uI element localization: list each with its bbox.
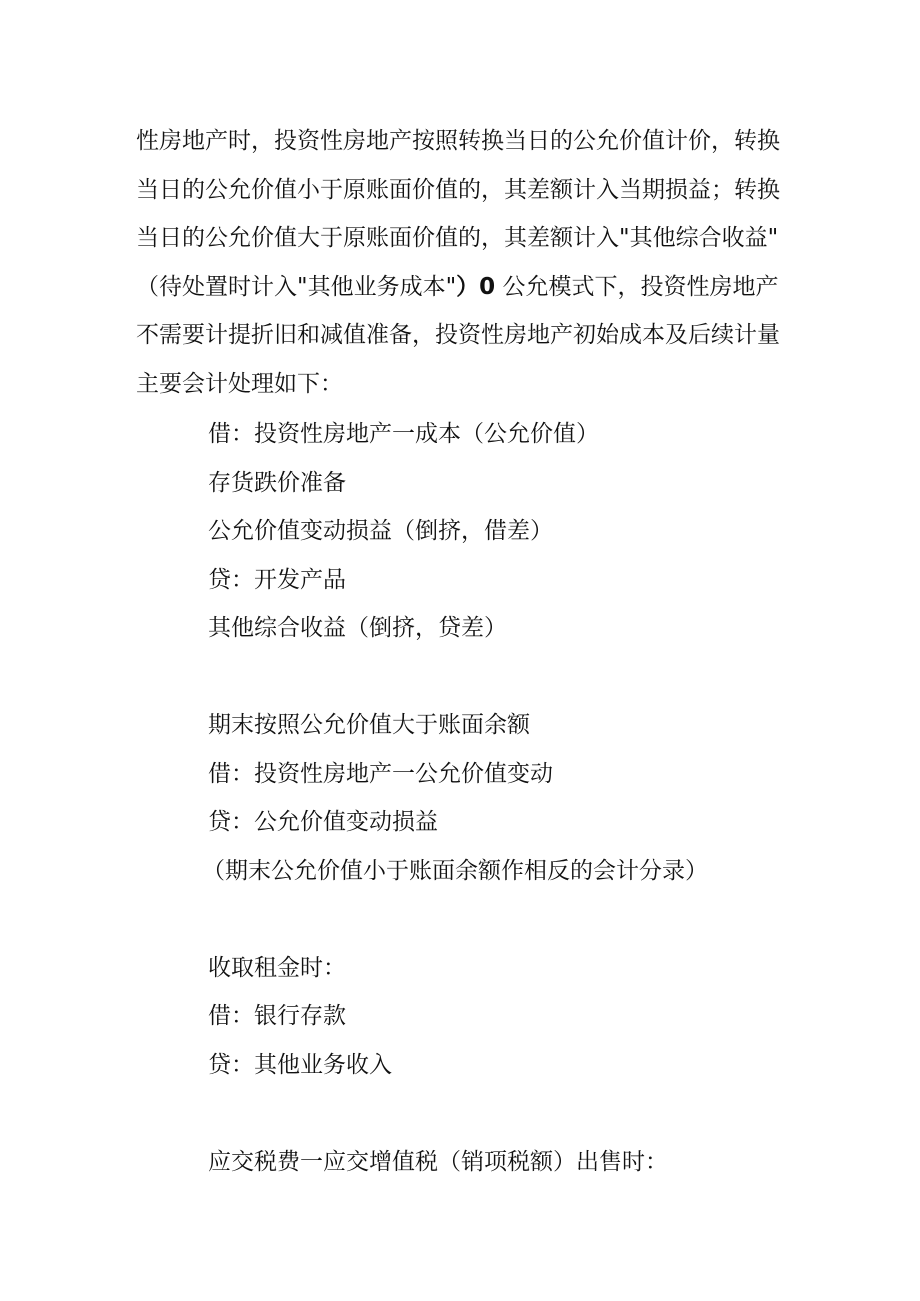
paragraph-bold-text: ）0 bbox=[456, 273, 496, 300]
body-paragraph bbox=[136, 117, 796, 408]
paragraph-text: （待处置时计入"其他业务成本" bbox=[136, 273, 457, 300]
paragraph-line bbox=[136, 263, 796, 312]
journal-entry-line: 借：银行存款 bbox=[208, 1003, 346, 1029]
blank-line bbox=[208, 895, 848, 944]
paragraph-text: 公允模式下，投资性房地产 bbox=[495, 273, 779, 300]
journal-entry-line: 收取租金时： bbox=[208, 954, 346, 981]
journal-entry-line: 借：投资性房地产一成本（公允价值） bbox=[208, 421, 599, 447]
journal-entry-line: 公允价值变动损益（倒挤，借差） bbox=[208, 518, 553, 544]
journal-entry-line: 其他综合收益（倒挤，贷差） bbox=[208, 615, 507, 641]
paragraph-line: 主要会计处理如下： bbox=[136, 370, 343, 397]
paragraph-line: 性房地产时，投资性房地产按照转换当日的公允价值计价，转换 bbox=[136, 128, 780, 154]
blank-line bbox=[208, 1089, 848, 1138]
blank-line bbox=[208, 653, 848, 702]
journal-entry-note: （期末公允价值小于账面余额作相反的会计分录） bbox=[202, 857, 708, 884]
journal-entry-line: 借：投资性房地产一公允价值变动 bbox=[208, 760, 553, 787]
journal-entry-line: 存货跌价准备 bbox=[208, 469, 346, 496]
paragraph-line: 当日的公允价值小于原账面价值的，其差额计入当期损益；转换 bbox=[136, 176, 780, 203]
journal-entry-line: 贷：公允价值变动损益 bbox=[208, 809, 438, 835]
journal-entry-line: 贷：开发产品 bbox=[208, 566, 346, 593]
paragraph-line: 当日的公允价值大于原账面价值的，其差额计入"其他综合收益" bbox=[136, 225, 779, 251]
journal-entry-line: 贷：其他业务收入 bbox=[208, 1051, 392, 1078]
journal-entries bbox=[202, 410, 848, 1186]
journal-entry-line: 期末按照公允价值大于账面余额 bbox=[208, 712, 530, 738]
journal-entry-line: 应交税费一应交增值税（销项税额）出售时： bbox=[208, 1148, 668, 1175]
paragraph-line: 不需要计提折旧和减值准备，投资性房地产初始成本及后续计量 bbox=[136, 322, 780, 348]
